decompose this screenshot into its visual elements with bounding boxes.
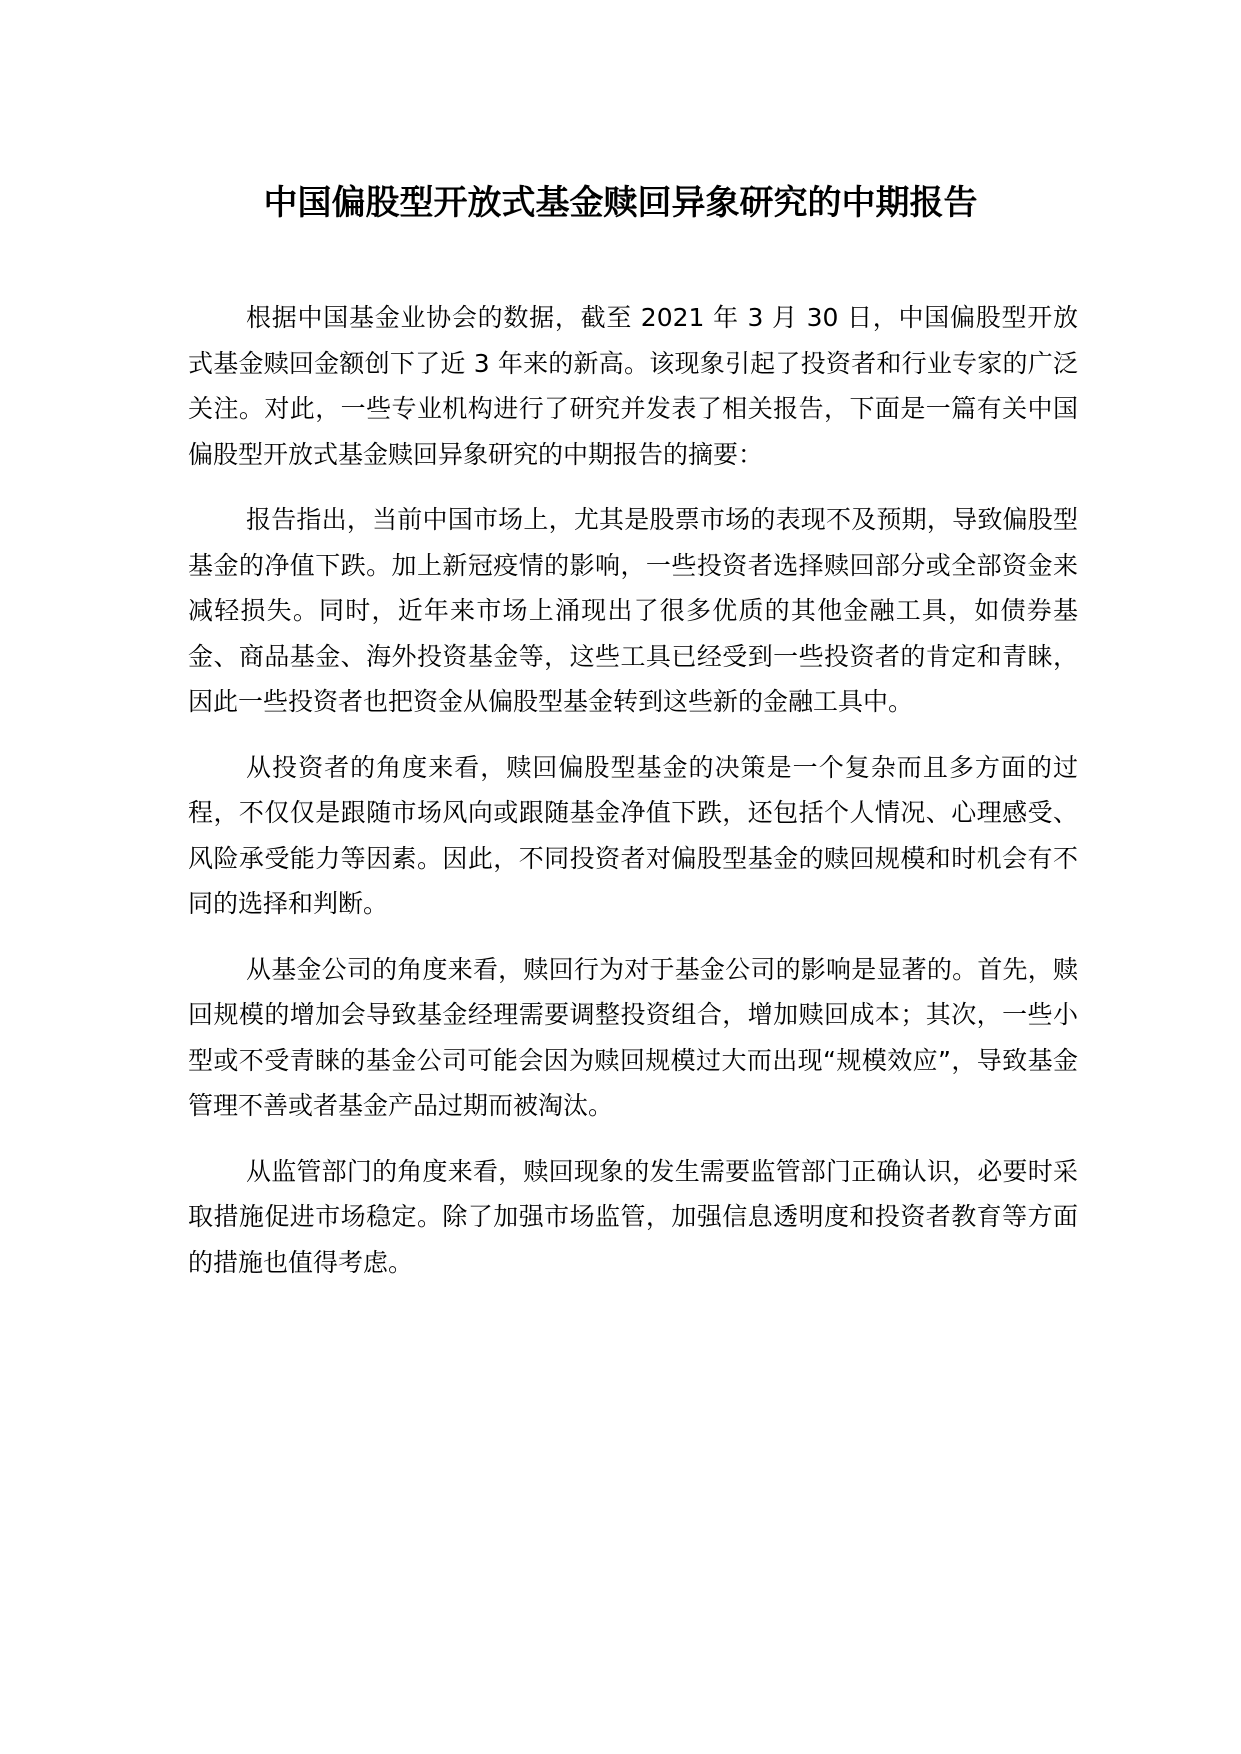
paragraph-regulator-view: 从监管部门的角度来看，赎回现象的发生需要监管部门正确认识，必要时采取措施促进市场稳定。除了加强市场监管，加强信息透明度和投资者教育等方面的措施也值得考虑。: [188, 1156, 1078, 1277]
document-title: 中国偏股型开放式基金赎回异象研究的中期报告: [263, 183, 978, 223]
paragraph-report-findings: 报告指出，当前中国市场上，尤其是股票市场的表现不及预期，导致偏股型基金的净值下跌。加上新冠疫情的影响，一些投资者选择赎回部分或全部资金来减轻损失。同时，近年来市场上涌现出了很多优质的其他金融工具，如债券基金、商品基金、海外投资基金等，这些工具已经受到一些投资者的肯定和青睐，因此一些投资者也把资金从偏股型基金转到这些新的金融工具中。: [188, 505, 1078, 716]
paragraph-fund-company-view: 从基金公司的角度来看，赎回行为对于基金公司的影响是显著的。首先，赎回规模的增加会导致基金经理需要调整投资组合，增加赎回成本；其次，一些小型或不受青睐的基金公司可能会因为赎回规模过大而出现“规模效应”，导致基金管理不善或者基金产品过期而被淘汰。: [188, 954, 1078, 1120]
document-body: [188, 295, 1078, 1305]
paragraph-intro: 根据中国基金业协会的数据，截至 2021 年 3 月 30 日，中国偏股型开放式基金赎回金额创下了近 3 年来的新高。该现象引起了投资者和行业专家的广泛关注。对此，一些专业机构进行了研究并发表了相关报告，下面是一篇有关中国偏股型开放式基金赎回异象研究的中期报告的摘要：: [188, 303, 1078, 469]
paragraph-investor-view: 从投资者的角度来看，赎回偏股型基金的决策是一个复杂而且多方面的过程，不仅仅是跟随市场风向或跟随基金净值下跌，还包括个人情况、心理感受、风险承受能力等因素。因此，不同投资者对偏股型基金的赎回规模和时机会有不同的选择和判断。: [188, 752, 1078, 918]
